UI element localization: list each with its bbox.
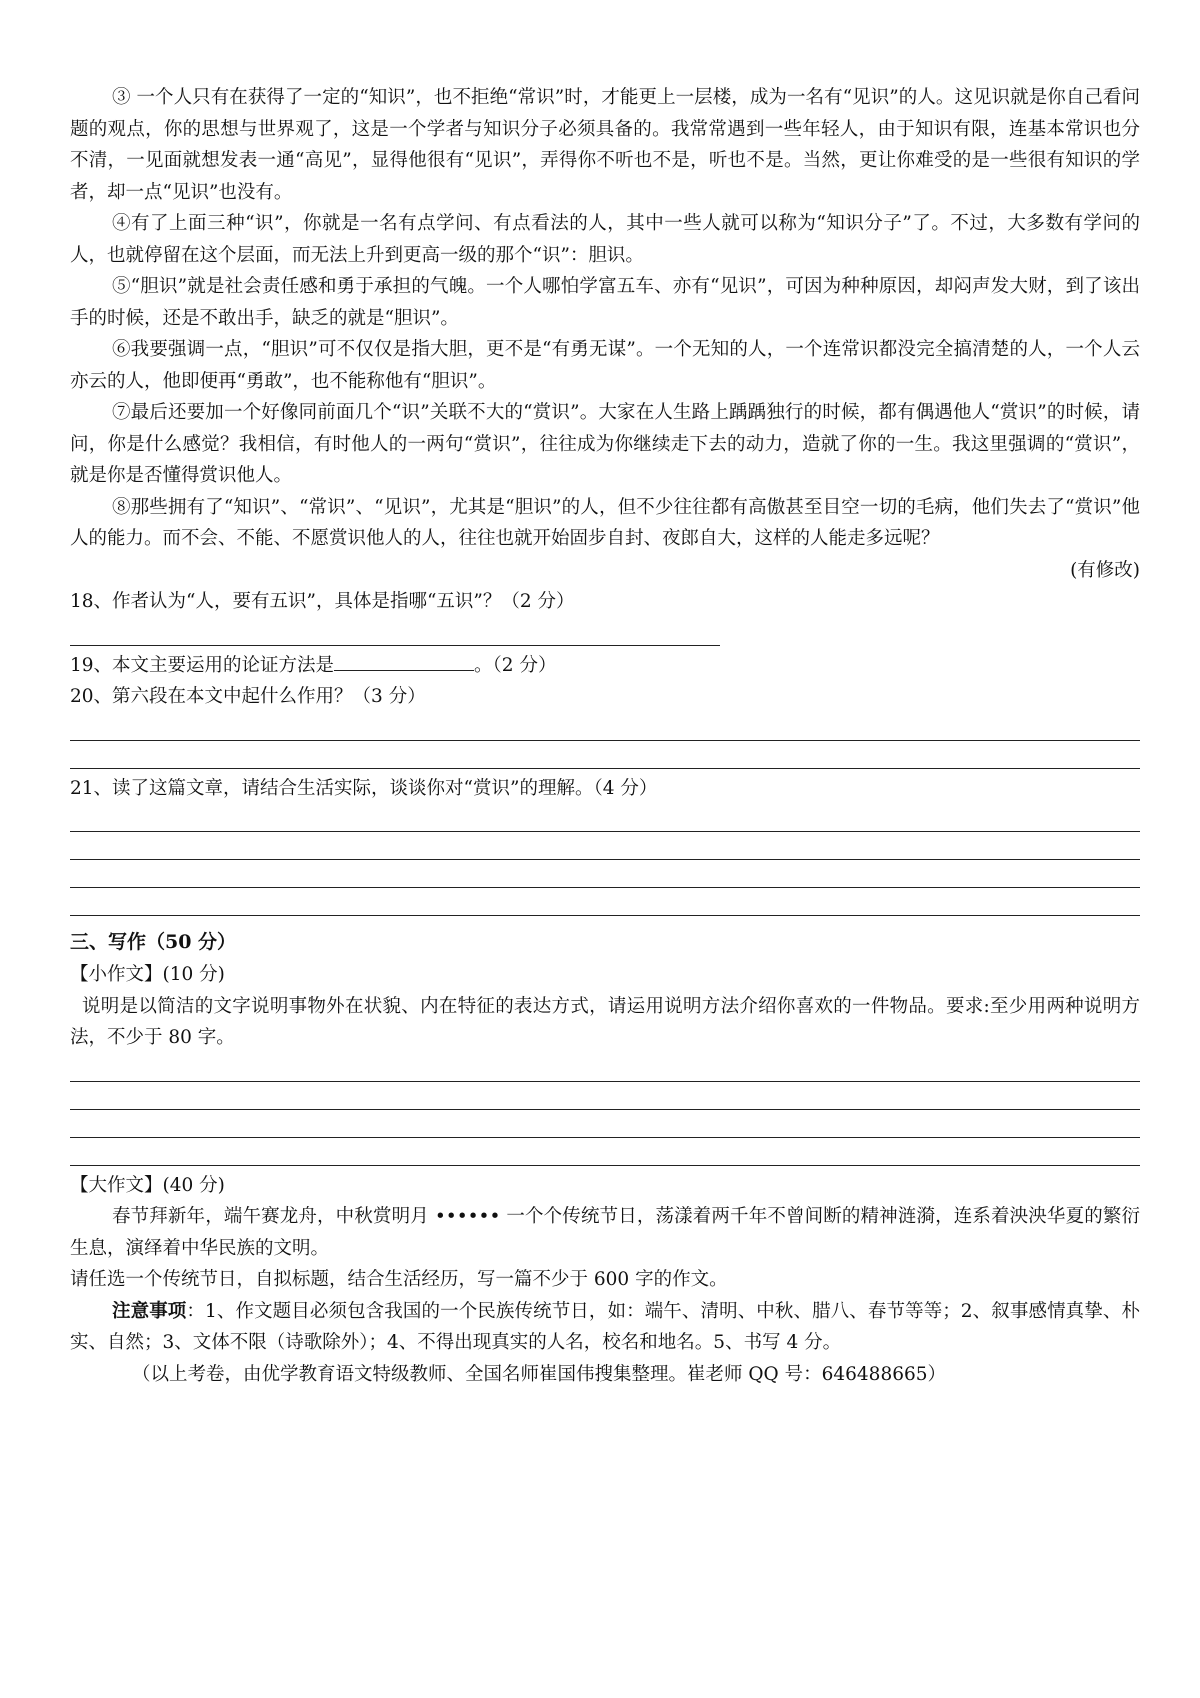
- small-essay-heading: 【小作文】(10 分): [70, 964, 225, 985]
- question-19-score: 。（2 分）: [474, 654, 557, 676]
- big-essay-task: 请任选一个传统节日，自拟标题，结合生活经历，写一篇不少于 600 字的作文。: [70, 1269, 728, 1290]
- answer-blank-19[interactable]: [334, 652, 474, 671]
- question-19-text: 19、本文主要运用的论证方法是: [70, 654, 335, 676]
- question-19: [70, 650, 1140, 682]
- answer-line-21-1[interactable]: [70, 804, 1140, 832]
- small-essay-line-2[interactable]: [70, 1082, 1140, 1110]
- modification-note-row: [70, 555, 1140, 587]
- answer-line-21-4[interactable]: [70, 888, 1140, 916]
- big-essay-notes: [70, 1296, 1140, 1359]
- writing-section-title: 三、写作（50 分）: [70, 931, 237, 953]
- small-essay-line-3[interactable]: [70, 1110, 1140, 1138]
- modification-note: (有修改): [1070, 559, 1140, 581]
- answer-line-21-3[interactable]: [70, 860, 1140, 888]
- question-21: 21、读了这篇文章，请结合生活实际，谈谈你对“赏识”的理解。（4 分）: [70, 777, 658, 799]
- paragraph-3: ③ 一个人只有在获得了一定的“知识”，也不拒绝“常识”时，才能更上一层楼，成为一名有“见识”的人。这见识就是你自己看问题的观点，你的思想与世界观了，这是一个学者与知识分子必须具备的。我常常遇到一些年轻人，由于知识有限，连基本常识也分不清，一见面就想发表一通“高见”，显得他很有“见识”，弄得你不听也不是，听也不是。当然，更让你难受的是一些很有知识的学者，却一点“见识”也没有。: [70, 87, 1140, 203]
- footer-credit: （以上考卷，由优学教育语文特级教师、全国名师崔国伟搜集整理。崔老师 QQ 号：646488665）: [132, 1363, 947, 1385]
- notes-label: 注意事项: [112, 1300, 187, 1322]
- paragraph-7: ⑦最后还要加一个好像同前面几个“识”关联不大的“赏识”。大家在人生路上踽踽独行的时候，都有偶遇他人“赏识”的时候，请问，你是什么感觉？我相信，有时他人的一两句“赏识”，往往成为你继续走下去的动力，造就了你的一生。我这里强调的“赏识”，就是你是否懂得赏识他人。: [70, 402, 1140, 486]
- small-essay-prompt: 说明是以简洁的文字说明事物外在状貌、内在特征的表达方式，请运用说明方法介绍你喜欢的一件物品。要求:至少用两种说明方法，不少于 80 字。: [70, 995, 1140, 1048]
- paragraph-6: ⑥我要强调一点，“胆识”可不仅仅是指大胆，更不是“有勇无谋”。一个无知的人，一个连常识都没完全搞清楚的人，一个人云亦云的人，他即便再“勇敢”，也不能称他有“胆识”。: [70, 339, 1140, 392]
- answer-line-21-2[interactable]: [70, 832, 1140, 860]
- big-essay-heading: 【大作文】(40 分): [70, 1174, 225, 1196]
- paragraph-8: ⑧那些拥有了“知识”、“常识”、“见识”，尤其是“胆识”的人，但不少往往都有高傲甚至目空一切的毛病，他们失去了“赏识”他人的能力。而不会、不能、不愿赏识他人的人，往往也就开始固步自封、夜郎自大，这样的人能走多远呢？: [70, 496, 1140, 549]
- answer-line-20-2[interactable]: [70, 741, 1140, 769]
- small-essay-line-1[interactable]: [70, 1054, 1140, 1082]
- small-essay-line-4[interactable]: [70, 1138, 1140, 1166]
- exam-page: [70, 82, 1140, 1390]
- answer-line-20-1[interactable]: [70, 713, 1140, 741]
- paragraph-4: ④有了上面三种“识”，你就是一名有点学问、有点看法的人，其中一些人就可以称为“知识分子”了。不过，大多数有学问的人，也就停留在这个层面，而无法上升到更高一级的那个“识”：胆识。: [70, 213, 1140, 266]
- answer-line-18[interactable]: [70, 618, 720, 646]
- big-essay-intro: 春节拜新年，端午赛龙舟，中秋赏明月 •••••• 一个个传统节日，荡漾着两千年不曾间断的精神涟漪，连系着泱泱华夏的繁衍生息，演绎着中华民族的文明。: [70, 1206, 1140, 1259]
- question-18: 18、作者认为“人，要有五识”，具体是指哪“五识”？（2 分）: [70, 591, 575, 612]
- question-20: 20、第六段在本文中起什么作用？（3 分）: [70, 686, 426, 707]
- notes-text: ：1、作文题目必须包含我国的一个民族传统节日，如：端午、清明、中秋、腊八、春节等等；2、叙事感情真挚、朴实、自然；3、文体不限（诗歌除外）；4、不得出现真实的人名，校名和地名。5、书写 4 分。: [70, 1300, 1140, 1353]
- paragraph-5: ⑤“胆识”就是社会责任感和勇于承担的气魄。一个人哪怕学富五车、亦有“见识”，可因为种种原因，却闷声发大财，到了该出手的时候，还是不敢出手，缺乏的就是“胆识”。: [70, 276, 1140, 329]
